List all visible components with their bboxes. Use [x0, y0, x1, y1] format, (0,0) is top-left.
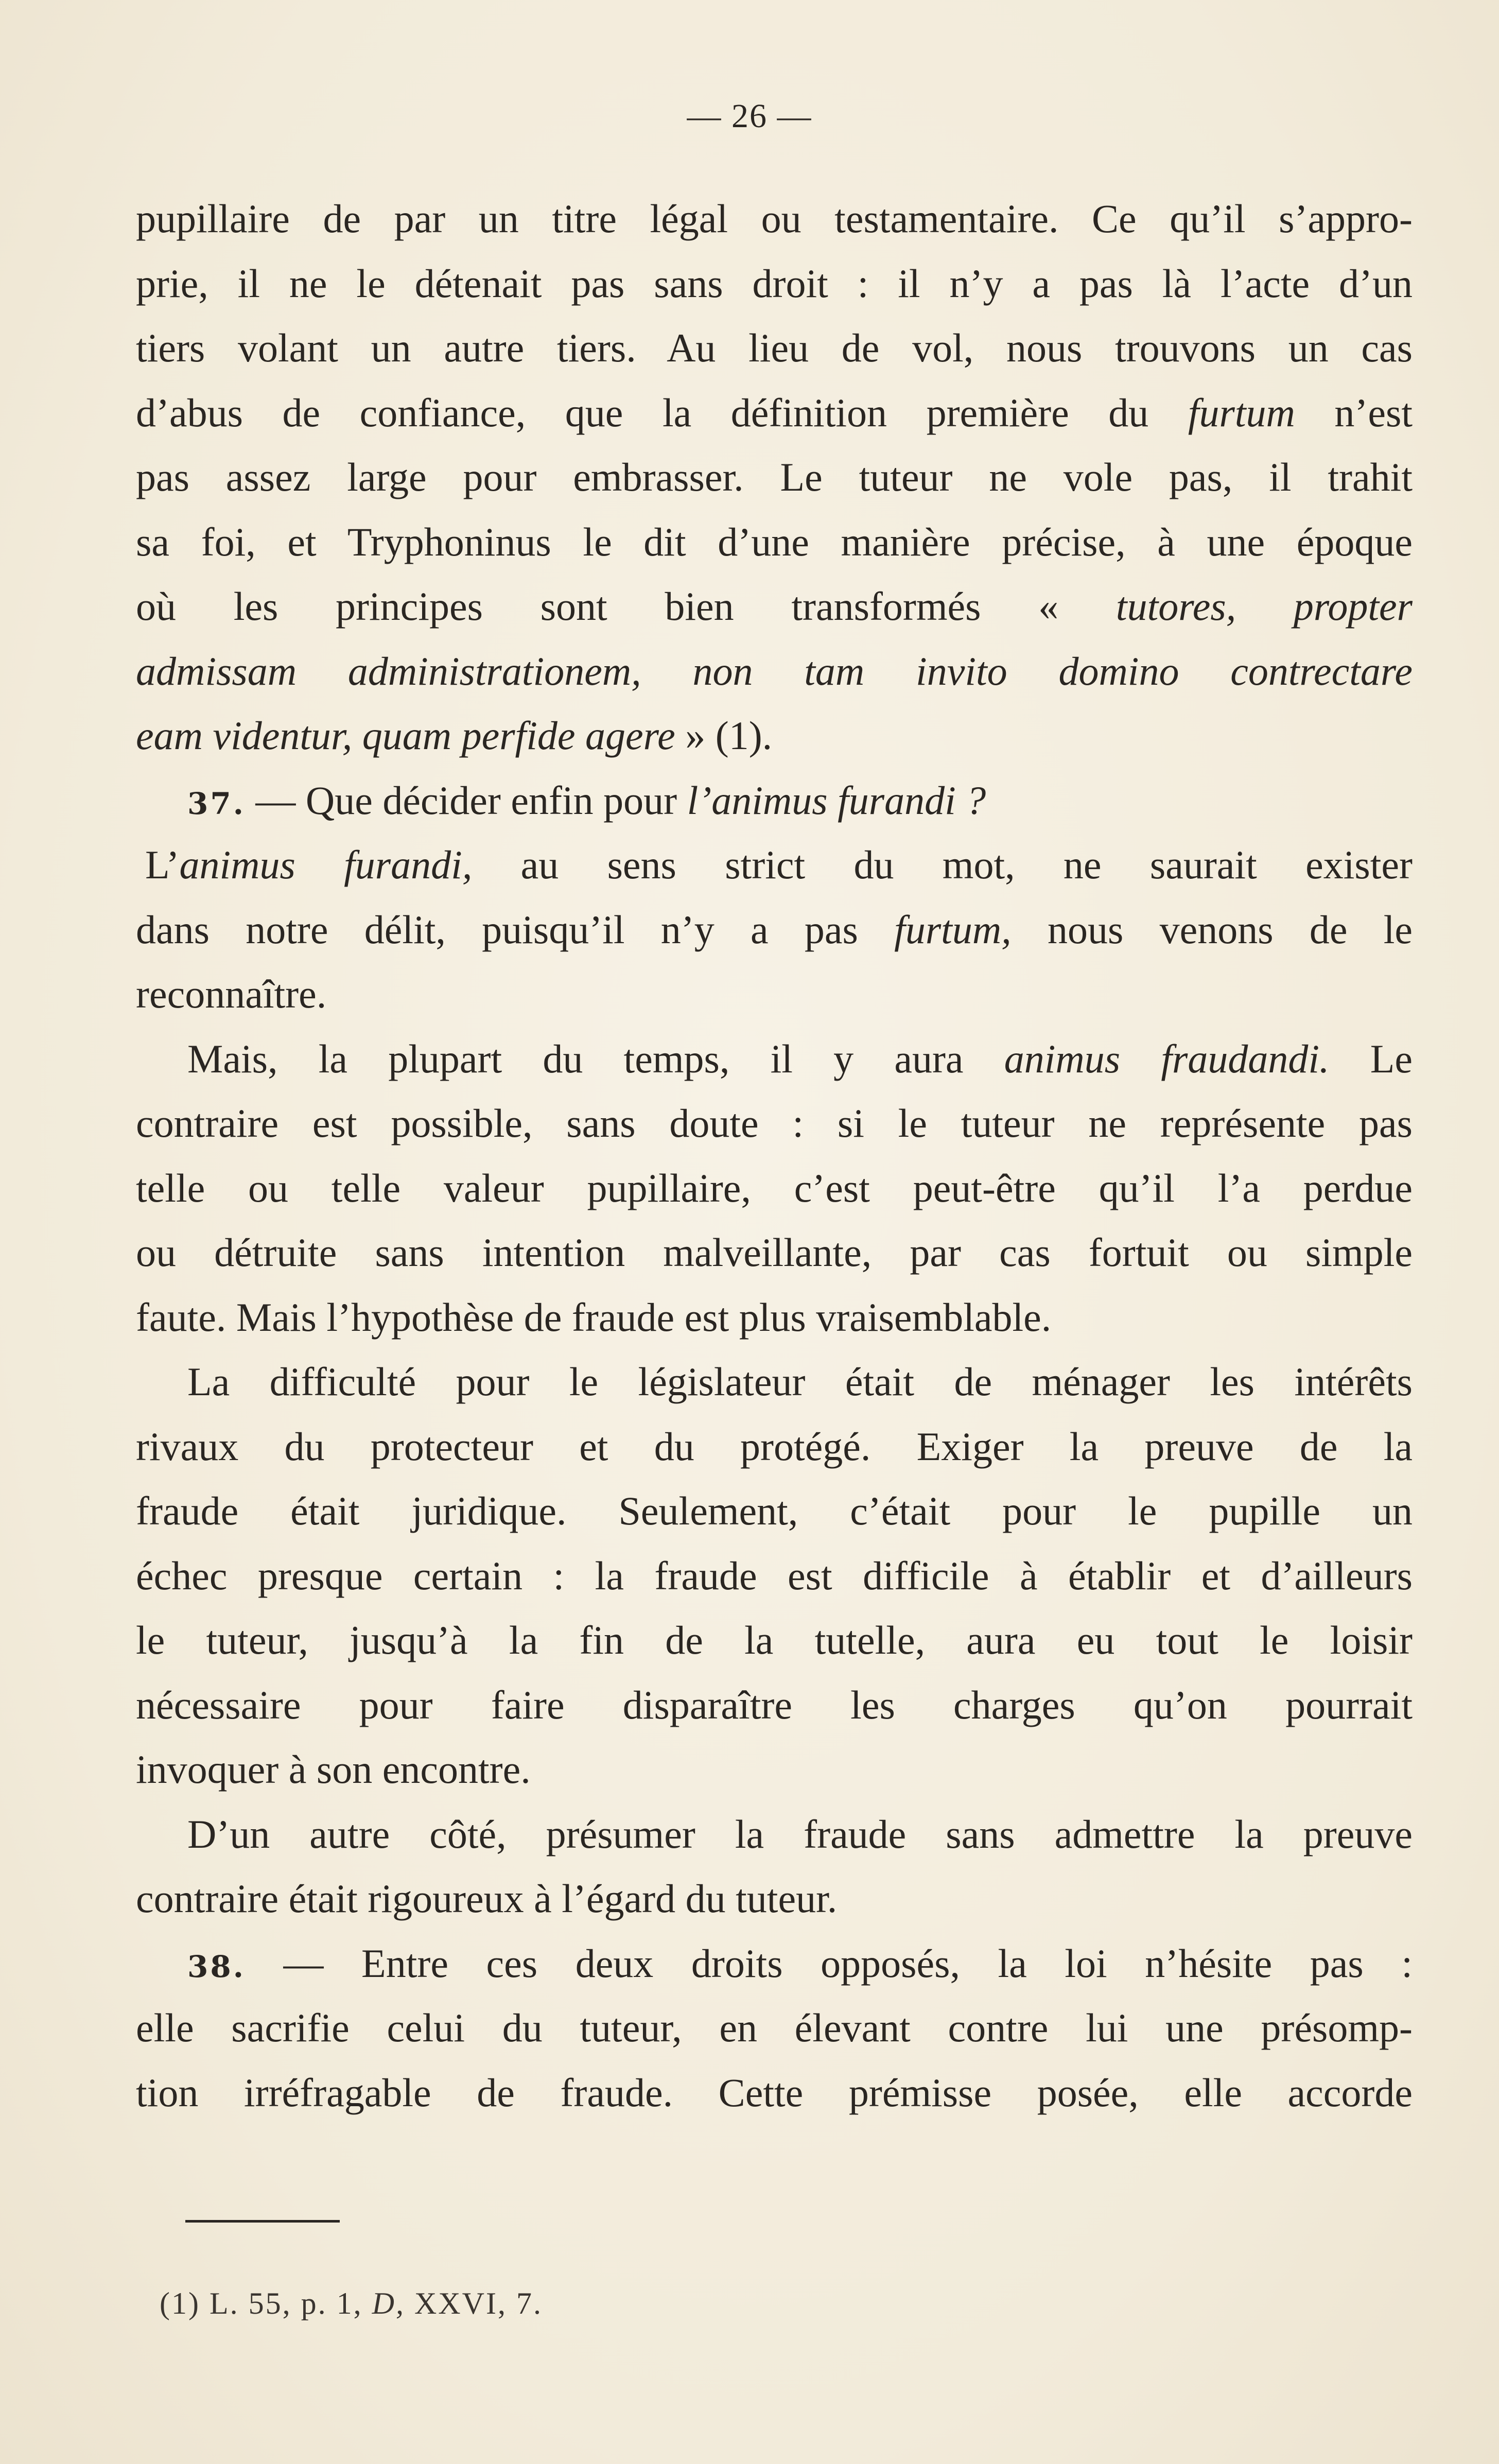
text-line: [136, 1285, 1413, 1350]
body-text: [136, 186, 1413, 2125]
text-line: [136, 703, 1413, 768]
text-segment: fraude était juridique. Seulement, c’était pour le pupille un: [136, 1488, 1413, 1533]
text-segment: nous venons de le: [1011, 907, 1413, 952]
text-line: [136, 2060, 1413, 2125]
italic-text: furtum: [1188, 390, 1295, 435]
page-number: — 26 —: [687, 97, 812, 135]
text-line: [136, 1479, 1413, 1543]
italic-text: animus furandi,: [179, 842, 473, 887]
text-line: [136, 1543, 1413, 1608]
text-segment: le tuteur, jusqu’à la fin de la tutelle, aura eu tout le loisir: [136, 1618, 1413, 1662]
text-line: [136, 962, 1413, 1027]
italic-text: eam videntur, quam perfide agere: [136, 713, 675, 758]
text-line: [136, 639, 1413, 704]
text-segment: d’abus de confiance, que la définition première du: [136, 390, 1188, 435]
footnote-marker: (1): [160, 2286, 200, 2320]
text-segment: au sens strict du mot, ne saurait exister: [472, 842, 1413, 887]
text-segment: pas assez large pour embrasser. Le tuteur ne vole pas, il trahit: [136, 455, 1413, 499]
text-line: [136, 1996, 1413, 2060]
text-segment: dans notre délit, puisqu’il n’y a pas: [136, 907, 895, 952]
text-segment: — Que décider enfin pour: [245, 777, 687, 823]
text-segment: contraire était rigoureux à l’égard du tuteur.: [136, 1876, 838, 1921]
text-line: [136, 1737, 1413, 1802]
footnote: [160, 2286, 543, 2321]
text-line: [136, 445, 1413, 510]
text-segment: elle sacrifie celui du tuteur, en élevant contre lui une présomp-: [136, 2005, 1413, 2050]
text-segment: n’est: [1295, 390, 1413, 435]
text-line: [136, 768, 1413, 833]
italic-text: furtum,: [894, 907, 1012, 952]
text-line: [136, 1349, 1413, 1414]
text-segment: prie, il ne le détenait pas sans droit : il n’y a pas là l’acte d’un: [136, 261, 1413, 306]
text-segment: échec presque certain : la fraude est difficile à établir et d’ailleurs: [136, 1553, 1413, 1598]
text-segment: » (1).: [675, 713, 773, 758]
text-segment: Mais, la plupart du temps, il y aura: [187, 1036, 1004, 1081]
italic-text: l’animus furandi ?: [687, 777, 986, 823]
text-line: [136, 1931, 1413, 1996]
text-segment: sa foi, et Tryphoninus le dit d’une manière précise, à une époque: [136, 519, 1413, 564]
text-segment: contraire est possible, sans doute : si le tuteur ne représente pas: [136, 1101, 1413, 1146]
text-segment: Le: [1329, 1036, 1413, 1081]
paragraph-number: 38.: [187, 1949, 246, 1984]
text-segment: reconnaître.: [136, 971, 327, 1016]
text-segment: où les principes sont bien transformés «: [136, 584, 1116, 629]
text-segment: pupillaire de par un titre légal ou testamentaire. Ce qu’il s’appro-: [136, 196, 1413, 241]
text-line: [136, 510, 1413, 575]
text-segment: telle ou telle valeur pupillaire, c’est peut-être qu’il l’a perdue: [136, 1165, 1413, 1210]
italic-text: animus fraudandi.: [1004, 1036, 1330, 1081]
text-segment: tion irréfragable de fraude. Cette prémisse posée, elle accorde: [136, 2070, 1413, 2115]
text-line: [136, 1414, 1413, 1479]
text-line: [136, 1866, 1413, 1931]
text-line: [136, 897, 1413, 962]
text-segment: D’un autre côté, présumer la fraude sans admettre la preuve: [187, 1811, 1413, 1856]
text-line: [136, 186, 1413, 251]
text-segment: rivaux du protecteur et du protégé. Exiger la preuve de la: [136, 1424, 1413, 1469]
paragraph-number: 37.: [187, 786, 246, 821]
text-line: [136, 1608, 1413, 1673]
footnote-rest: XXVI, 7.: [405, 2286, 543, 2320]
text-segment: tiers volant un autre tiers. Au lieu de vol, nous trouvons un cas: [136, 325, 1413, 370]
text-segment: faute. Mais l’hypothèse de fraude est plus vraisemblable.: [136, 1294, 1052, 1340]
footnote-text: L. 55, p. 1,: [200, 2286, 372, 2320]
footnote-italic: D,: [372, 2286, 405, 2320]
text-line: [136, 1027, 1413, 1091]
text-line: [136, 1220, 1413, 1285]
text-line: [136, 574, 1413, 639]
text-line: [136, 1091, 1413, 1156]
text-line: [136, 380, 1413, 445]
text-line: [136, 316, 1413, 380]
text-line: [136, 1673, 1413, 1738]
text-segment: invoquer à son encontre.: [136, 1747, 531, 1792]
text-segment: — Entre ces deux droits opposés, la loi n’hésite pas :: [245, 1940, 1413, 1986]
text-segment: nécessaire pour faire disparaître les charges qu’on pourrait: [136, 1682, 1413, 1727]
text-line: [136, 1156, 1413, 1221]
text-line: [136, 1802, 1413, 1867]
text-segment: La difficulté pour le législateur était de ménager les intérêts: [187, 1359, 1413, 1404]
text-segment: L’: [145, 842, 180, 887]
text-segment: ou détruite sans intention malveillante, par cas fortuit ou simple: [136, 1230, 1413, 1275]
text-line: [136, 832, 1413, 897]
italic-text: admissam administrationem, non tam invito domino contrectare: [136, 648, 1413, 693]
footnote-rule: [185, 2220, 340, 2223]
italic-text: tutores, propter: [1115, 584, 1413, 629]
text-line: [136, 251, 1413, 316]
